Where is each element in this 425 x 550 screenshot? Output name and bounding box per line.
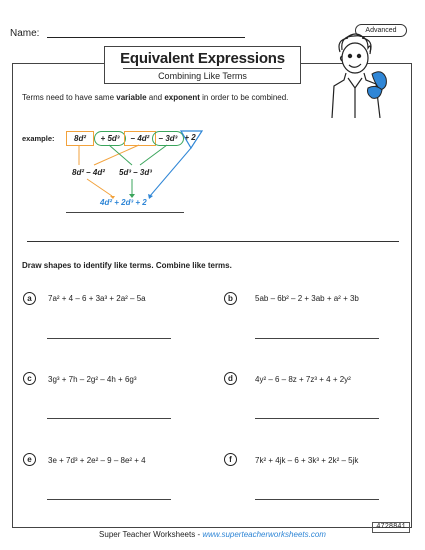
problem-e-expression: 3e + 7d³ + 2e² – 9 – 8e² + 4 — [48, 456, 146, 465]
example-term-4: – 3d³ — [152, 131, 184, 146]
level-badge: Advanced — [355, 24, 407, 37]
problem-c-expression: 3g³ + 7h – 2g² – 4h + 6g³ — [48, 375, 137, 384]
problem-e-badge: e — [23, 453, 36, 466]
problem-c-badge: c — [23, 372, 36, 385]
intro-after: in order to be combined. — [199, 93, 289, 102]
example-result: 4d² + 2d³ + 2 — [100, 198, 147, 207]
footer — [0, 530, 425, 539]
problem-d-answer-line[interactable] — [255, 418, 379, 419]
problem-f-expression: 7k² + 4jk – 6 + 3k³ + 2k² – 5jk — [255, 456, 359, 465]
problem-b-badge: b — [224, 292, 237, 305]
example-term-1: 8d² — [66, 131, 94, 146]
page-subtitle: Combining Like Terms — [158, 71, 247, 81]
intro-before: Terms need to have same — [22, 93, 117, 102]
problem-d-badge: d — [224, 372, 237, 385]
combined-d3-terms: 5d³ – 3d³ — [119, 168, 152, 177]
keyword-exponent: exponent — [164, 93, 200, 102]
problem-d-expression: 4y² – 6 – 8z + 7z³ + 4 + 2y² — [255, 375, 351, 384]
combined-d2-terms: 8d² – 4d² — [72, 168, 105, 177]
example-term-2: + 5d³ — [94, 131, 126, 146]
example-arrows — [0, 0, 425, 230]
section-divider — [27, 241, 399, 242]
example-label: example: — [22, 134, 55, 143]
example-term-5: + 2 — [184, 133, 196, 142]
page-title: Equivalent Expressions — [120, 50, 285, 67]
instructions: Draw shapes to identify like terms. Combine like terms. — [22, 261, 232, 270]
problem-b-answer-line[interactable] — [255, 338, 379, 339]
problem-a-badge: a — [23, 292, 36, 305]
problem-e-answer-line[interactable] — [47, 499, 171, 500]
name-label: Name: — [10, 28, 40, 39]
problem-f-answer-line[interactable] — [255, 499, 379, 500]
problem-f-badge: f — [224, 453, 237, 466]
problem-b-expression: 5ab – 6b² – 2 + 3ab + a² + 3b — [255, 294, 359, 303]
example-term-3: – 4d² — [124, 131, 156, 146]
footer-brand: Super Teacher Worksheets - — [99, 530, 203, 539]
problem-c-answer-line[interactable] — [47, 418, 171, 419]
intro-middle: and — [146, 93, 165, 102]
keyword-variable: variable — [116, 93, 147, 102]
result-underline — [66, 212, 184, 213]
footer-url-link[interactable]: www.superteacherworksheets.com — [202, 530, 326, 539]
problem-a-expression: 7a² + 4 – 6 + 3a³ + 2a² – 5a — [48, 294, 146, 303]
problem-a-answer-line[interactable] — [47, 338, 171, 339]
worksheet-code: 4728841 — [372, 522, 410, 533]
